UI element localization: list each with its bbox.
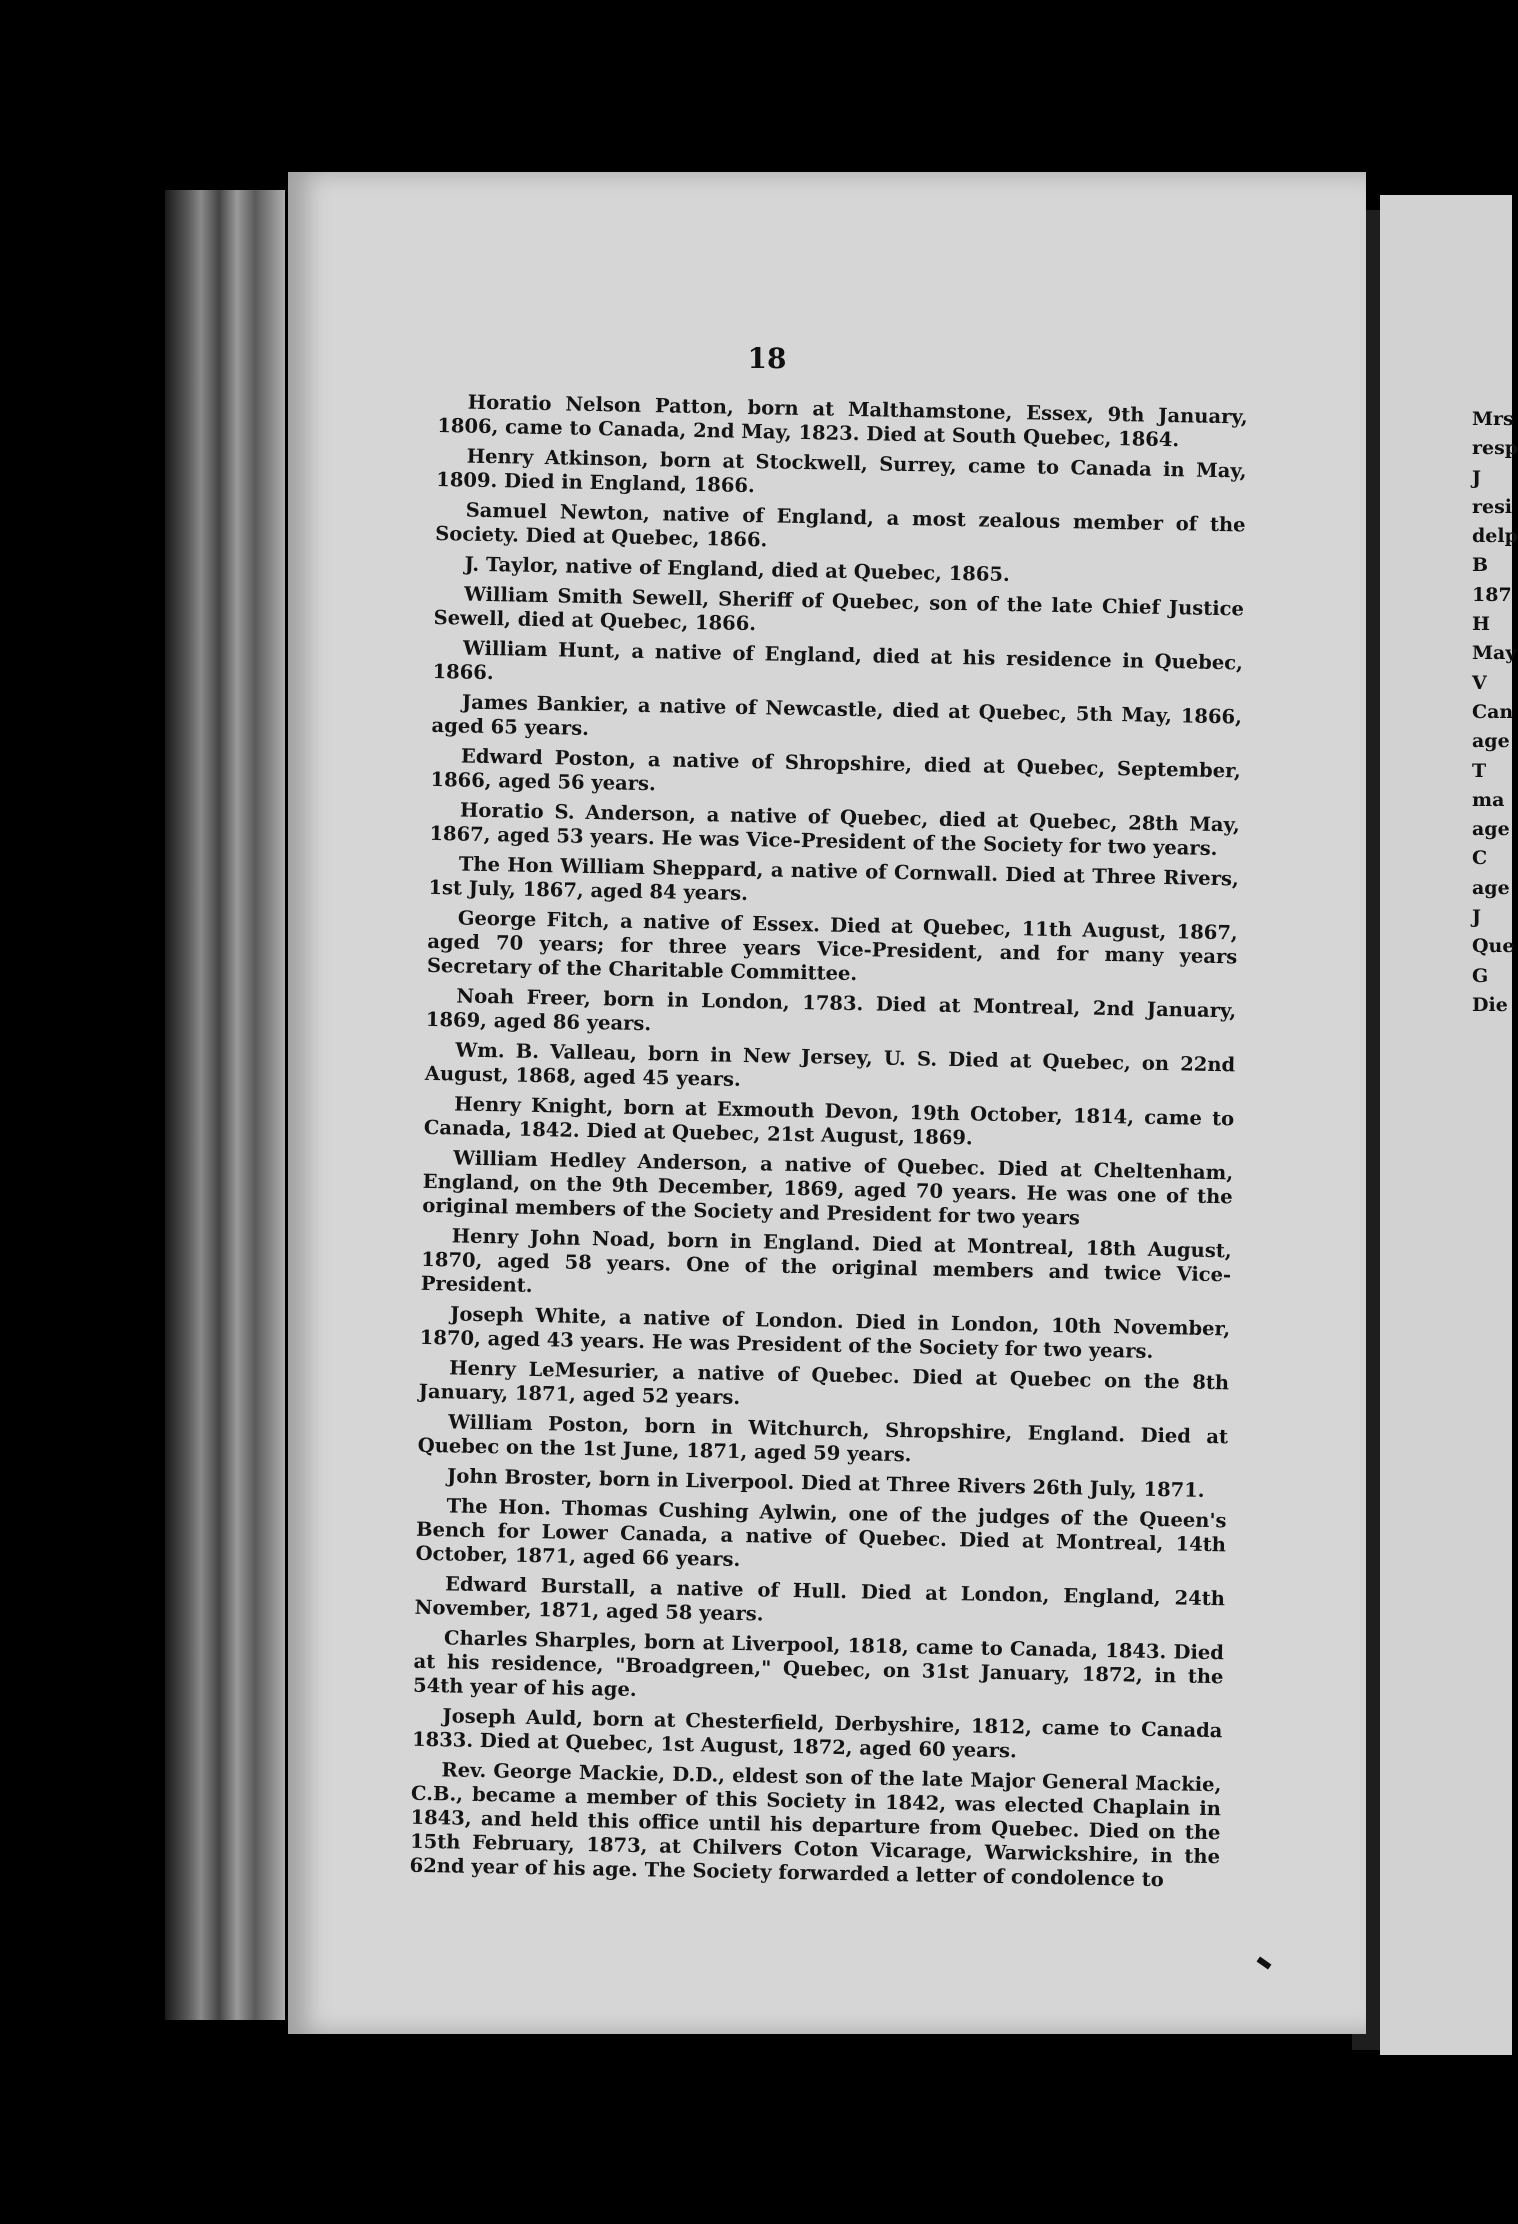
entry: William Poston, born in Witchurch, Shropshire, England. Died at Quebec on the 1st June, 1871, aged 59 years. — [417, 1410, 1229, 1467]
entry: Joseph Auld, born at Chesterfield, Derbyshire, 1812, came to Canada 1833. Died at Quebec, 1st August, 1872, aged 60 years. — [411, 1704, 1223, 1763]
entry: The Hon William Sheppard, a native of Cornwall. Died at Three Rivers, 1st July, 1867, aged 84 years. — [428, 852, 1239, 906]
entry: Charles Sharples, born at Liverpool, 1818, came to Canada, 1843. Died at his residence, "Broadgreen," Quebec, on 31st January, 1872, in the 54th year of his age. — [412, 1626, 1225, 1702]
entry: Noah Freer, born in London, 1783. Died at Montreal, 2nd January, 1869, aged 86 years. — [425, 984, 1237, 1036]
entry: John Broster, born in Liverpool. Died at Three Rivers 26th July, 1871. — [446, 1464, 1205, 1502]
entry: James Bankier, a native of Newcastle, died at Quebec, 5th May, 1866, aged 65 years. — [431, 690, 1243, 740]
entry: Joseph White, a native of London. Died in London, 10th November, 1870, aged 43 years. He was President of the Society for two years. — [419, 1302, 1231, 1363]
obituary-list — [409, 390, 1248, 1899]
entry: Wm. B. Valleau, born in New Jersey, U. S. Died at Quebec, on 22nd August, 1868, aged 45 years. — [424, 1038, 1236, 1091]
entry: The Hon. Thomas Cushing Aylwin, one of the judges of the Queen's Bench for Lower Canada, a native of Quebec. Died at Montreal, 14th October, 1871, aged 66 years. — [415, 1494, 1227, 1572]
entry: J. Taylor, native of England, died at Quebec, 1865. — [464, 552, 1011, 587]
entry: Horatio Nelson Patton, born at Malthamstone, Essex, 9th January, 1806, came to Canada, 2nd May, 1823. Died at South Quebec, 1864. — [437, 390, 1248, 452]
entry: Edward Burstall, a native of Hull. Died at London, England, 24th November, 1871, aged 58 years. — [414, 1572, 1226, 1626]
entry: Henry LeMesurier, a native of Quebec. Died at Quebec on the 8th January, 1871, aged 52 years. — [418, 1356, 1230, 1409]
entry: Henry Knight, born at Exmouth Devon, 19th October, 1814, came to Canada, 1842. Died at Quebec, 21st August, 1869. — [423, 1092, 1235, 1150]
facing-page-text: Mrs resp J resi delp B 187 H May V Can age T ma age C age J Que G Die — [1472, 408, 1518, 1016]
entry: William Smith Sewell, Sheriff of Quebec, son of the late Chief Justice Sewell, died at Quebec, 1866. — [433, 582, 1245, 636]
entry: William Hedley Anderson, a native of Quebec. Died at Cheltenham, England, on the 9th December, 1869, aged 70 years. He was one of the original members of the Society and President for two years — [422, 1146, 1234, 1230]
book-edge — [165, 190, 285, 2020]
entry: Henry John Noad, born in England. Died at Montreal, 18th August, 1870, aged 58 years. One of the original members and twice Vice-President. — [420, 1224, 1232, 1297]
entry: Edward Poston, a native of Shropshire, died at Quebec, September, 1866, aged 56 years. — [430, 744, 1242, 796]
entry: George Fitch, a native of Essex. Died at Quebec, 11th August, 1867, aged 70 years; for three years Vice-President, and for many years Secretary of the Charitable Committee. — [426, 906, 1238, 986]
entry: Henry Atkinson, born at Stockwell, Surrey, came to Canada in May, 1809. Died in England, 1866. — [436, 444, 1247, 498]
page-number: 18 — [747, 342, 787, 375]
entry: Rev. George Mackie, D.D., eldest son of the late Major General Mackie, C.B., became a member of this Society in 1842, was elected Chaplain in 1843, and held this office until his departure from Quebec. Died on the 15th February, 1873, at Chilvers Coton Vicarage, Warwickshire, in the 62nd year of his age. The Society forwarded a letter of condolence to — [409, 1758, 1222, 1892]
entry: Horatio S. Anderson, a native of Quebec, died at Quebec, 28th May, 1867, aged 53 years. He was Vice-President of the Society for two years. — [429, 798, 1241, 861]
document-page — [288, 172, 1366, 2034]
entry: William Hunt, a native of England, died at his residence in Quebec, 1866. — [432, 636, 1244, 685]
entry: Samuel Newton, native of England, a most zealous member of the Society. Died at Quebec, 1866. — [435, 498, 1246, 552]
